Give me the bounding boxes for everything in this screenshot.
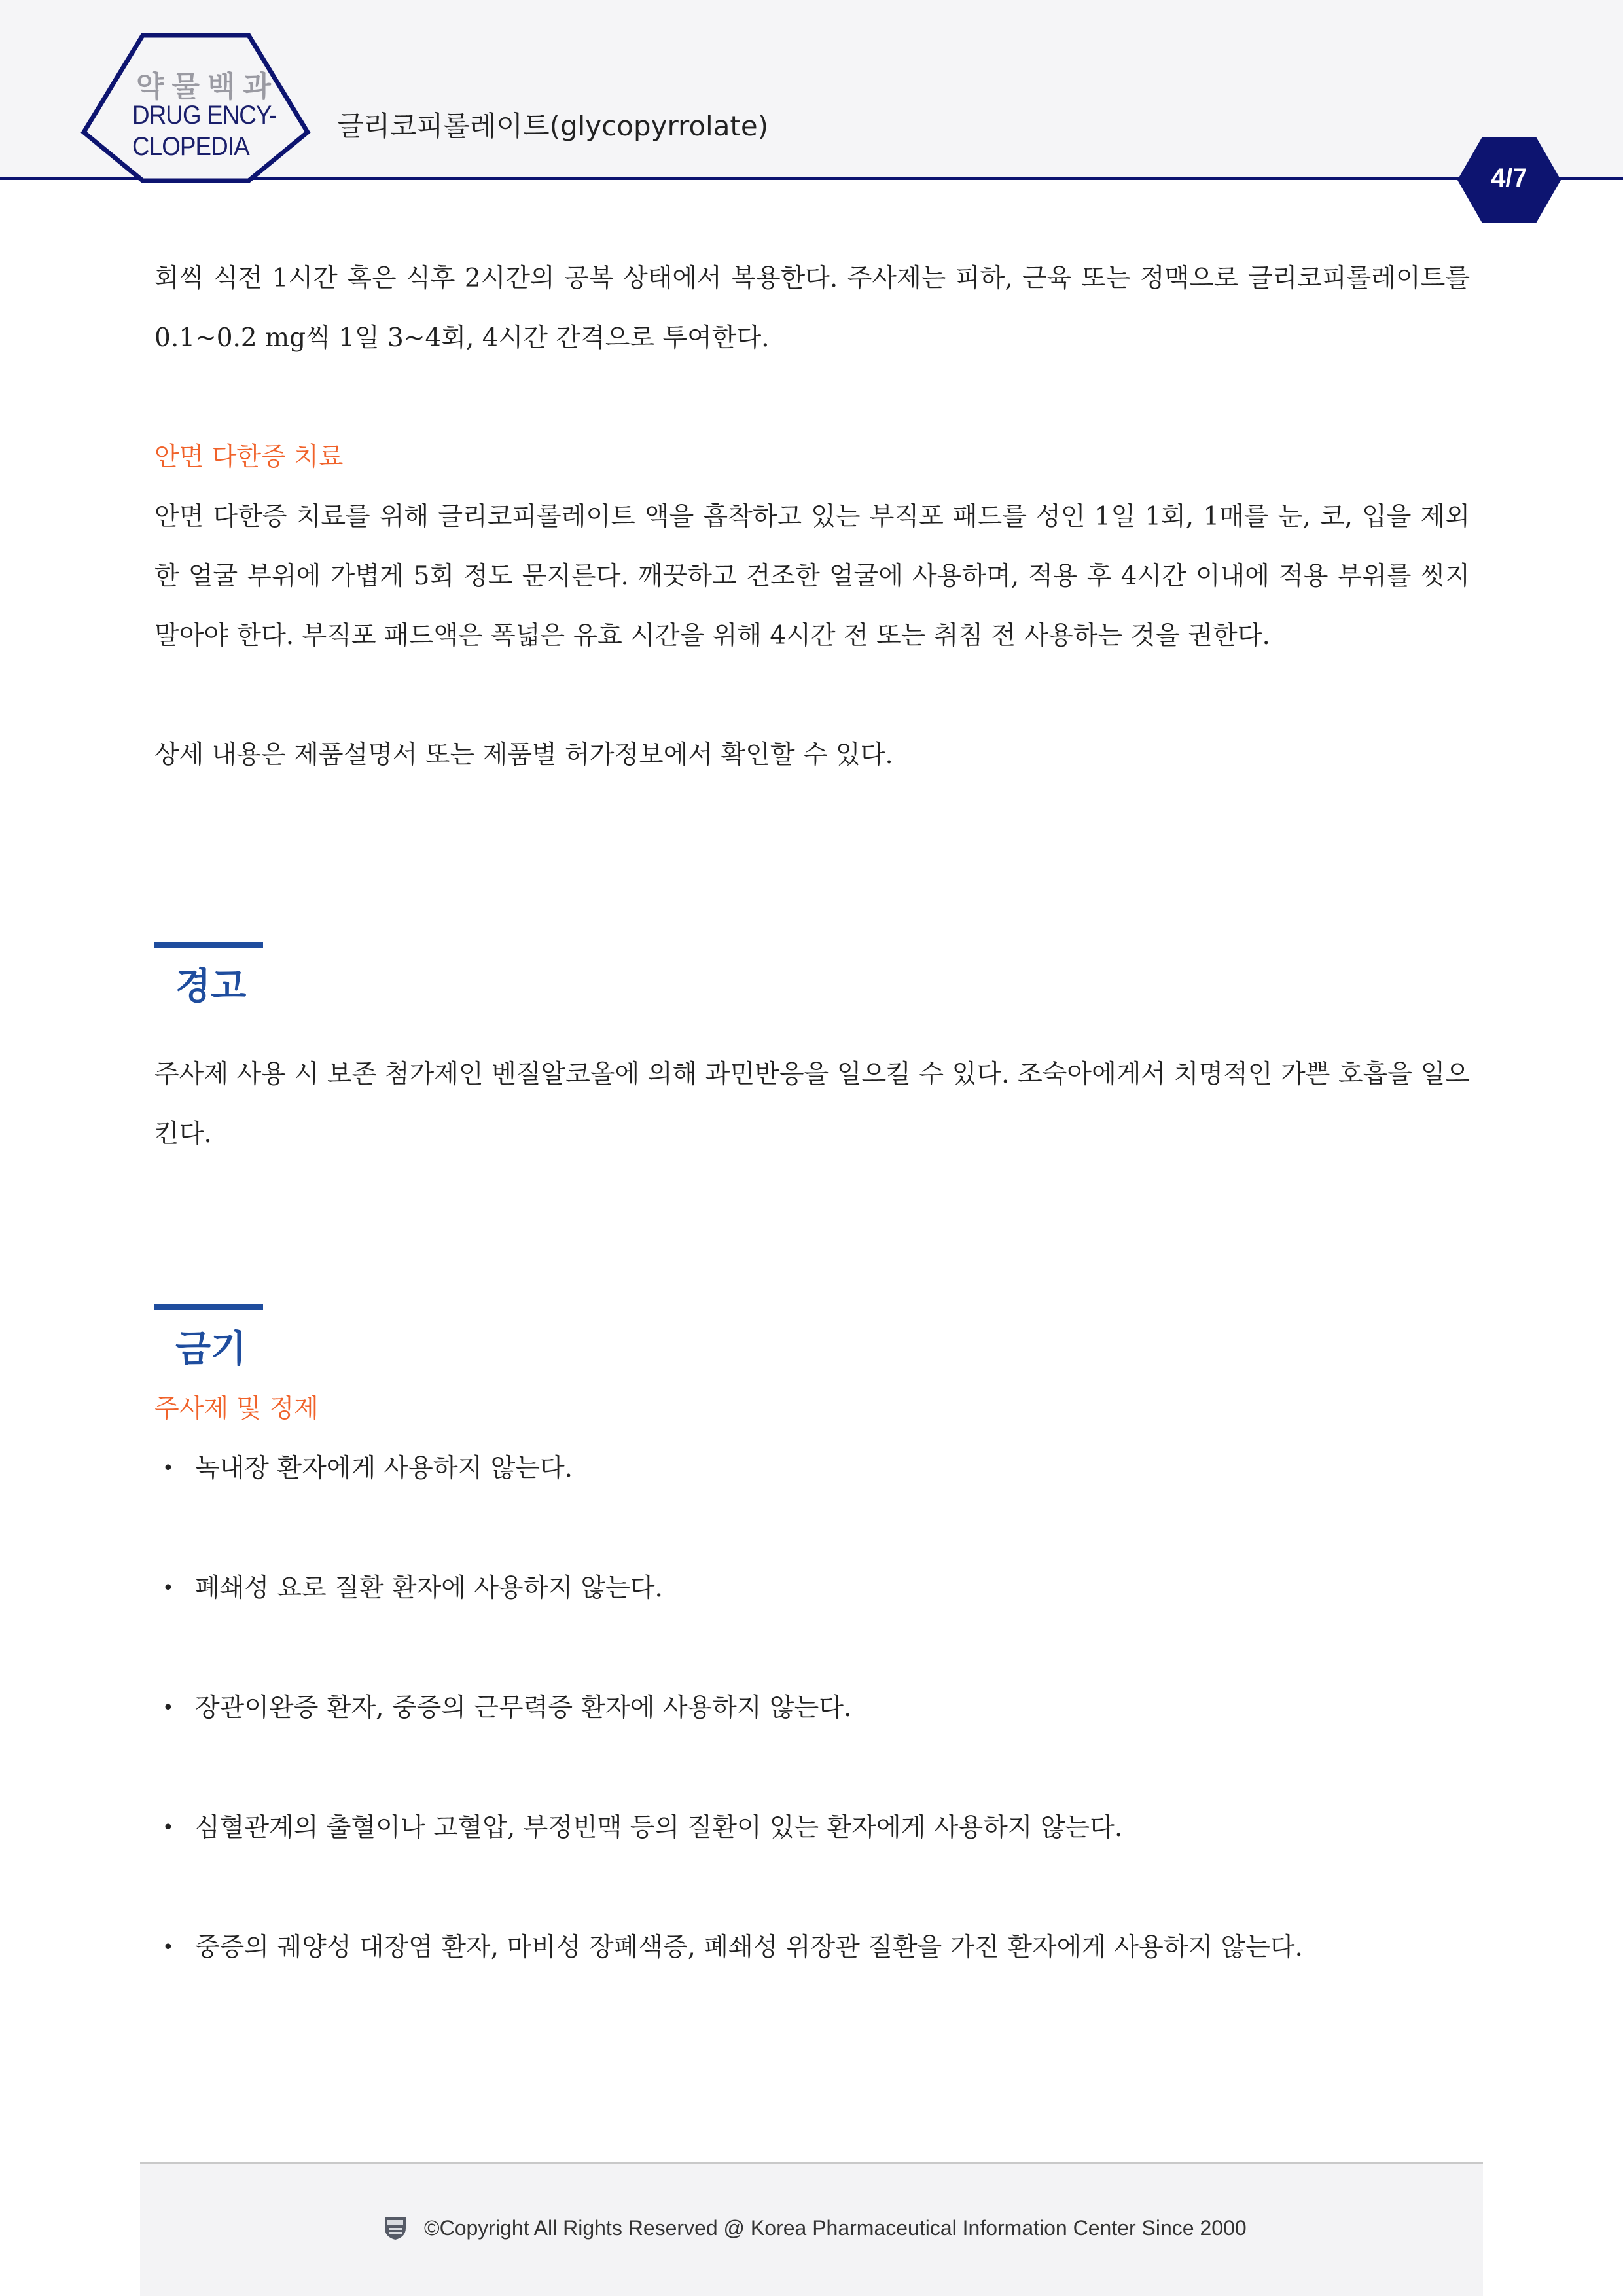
bullet-icon: •: [162, 1816, 174, 1839]
hyperhidrosis-heading: 안면 다한증 치료: [154, 442, 344, 472]
list-item-text: 장관이완증 환자, 중증의 근무력증 환자에 사용하지 않는다.: [195, 1693, 852, 1723]
bullet-icon: •: [162, 1696, 174, 1719]
intro-paragraph: 회씩 식전 1시간 혹은 식후 2시간의 공복 상태에서 복용한다. 주사제는 피하, 근육 또는 정맥으로 글리코피롤레이트를 0.1~0.2 mg씩 1일 3~4회, 4시간 간격으로 투여한다.: [154, 264, 1470, 353]
hyperhidrosis-paragraph: 안면 다한증 치료를 위해 글리코피롤레이트 액을 흡착하고 있는 부직포 패드를 성인 1일 1회, 1매를 눈, 코, 입을 제외한 얼굴 부위에 가볍게 5회 정도 문지른다. 깨끗하고 건조한 얼굴에 사용하며, 적용 후 4시간 이내에 적용 부위를 씻지 말아야 한다. 부직포 패드액은 폭넓은 유효 시간을 위해 4시간 전 또는 취침 전 사용하는 것을 권한다.: [154, 502, 1470, 651]
logo-korean-text: 약물백과: [136, 70, 279, 103]
document-title: 글리코피롤레이트(glycopyrrolate): [337, 110, 769, 142]
bullet-icon: •: [162, 1936, 174, 1959]
detail-paragraph: 상세 내용은 제품설명서 또는 제품별 허가정보에서 확인할 수 있다.: [154, 740, 893, 770]
list-item: [154, 1678, 1470, 1738]
warning-section-bar: [154, 942, 263, 948]
logo-english-line2: CLOPEDIA: [132, 132, 249, 161]
logo-english-text: [132, 99, 277, 162]
logo-english-line1: DRUG ENCY-: [132, 101, 277, 130]
list-item: [154, 1558, 1470, 1618]
contraindication-subheading: 주사제 및 정제: [154, 1394, 319, 1424]
contraindication-section-bar: [154, 1304, 263, 1310]
contraindication-title: 금기: [175, 1328, 247, 1371]
warning-title: 경고: [175, 965, 247, 1008]
list-item: [154, 1798, 1470, 1857]
list-item-text: 중증의 궤양성 대장염 환자, 마비성 장폐색증, 폐쇄성 위장관 질환을 가진 환자에게 사용하지 않는다.: [195, 1933, 1303, 1962]
list-item-text: 심혈관계의 출혈이나 고혈압, 부정빈맥 등의 질환이 있는 환자에게 사용하지 않는다.: [195, 1813, 1123, 1842]
list-item-text: 녹내장 환자에게 사용하지 않는다.: [195, 1454, 573, 1483]
list-item-text: 폐쇄성 요로 질환 환자에 사용하지 않는다.: [195, 1573, 663, 1603]
footer-copyright: ©Copyright All Rights Reserved @ Korea Pharmaceutical Information Center Since 2000: [424, 2216, 1247, 2240]
main-content: [154, 249, 1470, 1977]
bullet-icon: •: [162, 1457, 174, 1480]
warning-paragraph: 주사제 사용 시 보존 첨가제인 벤질알코올에 의해 과민반응을 일으킬 수 있다. 조숙아에게서 치명적인 가쁜 호흡을 일으킨다.: [154, 1060, 1470, 1149]
page-number: 4/7: [1491, 164, 1527, 192]
bullet-icon: •: [162, 1577, 174, 1600]
list-item: [154, 1439, 1470, 1498]
list-item: [154, 1918, 1470, 1977]
shield-emblem-icon: [382, 2215, 408, 2241]
contraindication-list: [154, 1439, 1470, 1977]
